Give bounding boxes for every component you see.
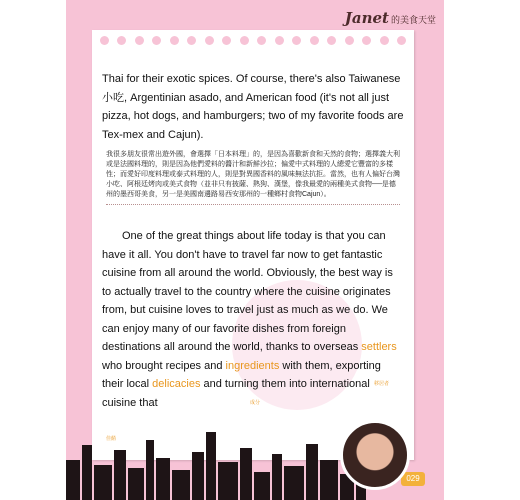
page-header <box>345 8 436 27</box>
gloss-delicacies: 佳餚 <box>106 436 117 442</box>
vocab-word-delicacies[interactable]: delicacies <box>152 378 201 390</box>
notepaper <box>92 30 414 460</box>
vocab-word-settlers[interactable]: settlers <box>361 341 397 353</box>
hole <box>100 36 109 45</box>
notepaper-holes <box>100 36 406 46</box>
hole <box>187 36 196 45</box>
paragraph-2-part-4: and turning them into international cuisine that <box>102 378 370 409</box>
hole <box>170 36 179 45</box>
hole <box>397 36 406 45</box>
paragraph-2-part-1: One of the great things about life today is that you can have it all. You don't have to travel far now to get fantastic cuisine from all around the world. Obviously, the best way is to actually travel to the country where the cuisine originates from, but cuisine loves to travel just as much as we do. We can enjoy many of our favorite dishes from foreign destinations all around the world, thanks to overseas <box>102 230 393 353</box>
hole <box>292 36 301 45</box>
page-number: 029 <box>401 472 425 486</box>
paragraph-2-part-3: with them, exporting their local <box>102 359 381 390</box>
hole <box>117 36 126 45</box>
speaker-avatar <box>340 420 410 490</box>
article-text <box>102 70 404 412</box>
hole <box>380 36 389 45</box>
gloss-ingredients: 成分 <box>250 400 261 406</box>
hole <box>345 36 354 45</box>
hole <box>310 36 319 45</box>
hole <box>205 36 214 45</box>
paragraph-2 <box>102 227 404 412</box>
paragraph-2-part-2: who brought recipes and <box>102 359 226 372</box>
hole <box>152 36 161 45</box>
gloss-settlers: 移居者 <box>374 381 390 387</box>
hole <box>222 36 231 45</box>
hole <box>327 36 336 45</box>
header-title: 的美食天堂 <box>390 16 436 26</box>
hole <box>275 36 284 45</box>
hole <box>240 36 249 45</box>
brand-name: Janet <box>344 9 389 27</box>
hole <box>362 36 371 45</box>
hole <box>257 36 266 45</box>
chinese-translation: 我很多朋友很常出遊外國，會選擇「日本料理」的，是因為喜歡新食和天然的食物；選擇義大利或是法國料理的，則是因為他們愛料的醬汁和新鮮沙拉；偏愛中式料理的人總愛它豐富的多樣性；而愛好印度料理或泰式料理的人，則是對異國香料的風味無法抗拒。當然，也有人偏好台灣小吃、阿根廷烤肉或美式食物（並非只有披薩、熱狗、漢堡，像我最愛的兩種美式食物──是德州的墨西哥美食，另一是美國南邊路易西安那州的一種鄉村食物Cajun）。 <box>106 150 400 205</box>
hole <box>135 36 144 45</box>
paragraph-1: Thai for their exotic spices. Of course, there's also Taiwanese 小吃, Argentinian asado, and American food (it's not all just pizza, hot dogs, and hamburgers; two of my favorite foods are Tex-mex and Cajun). <box>102 73 404 141</box>
vocab-word-ingredients[interactable]: ingredients <box>225 359 280 372</box>
